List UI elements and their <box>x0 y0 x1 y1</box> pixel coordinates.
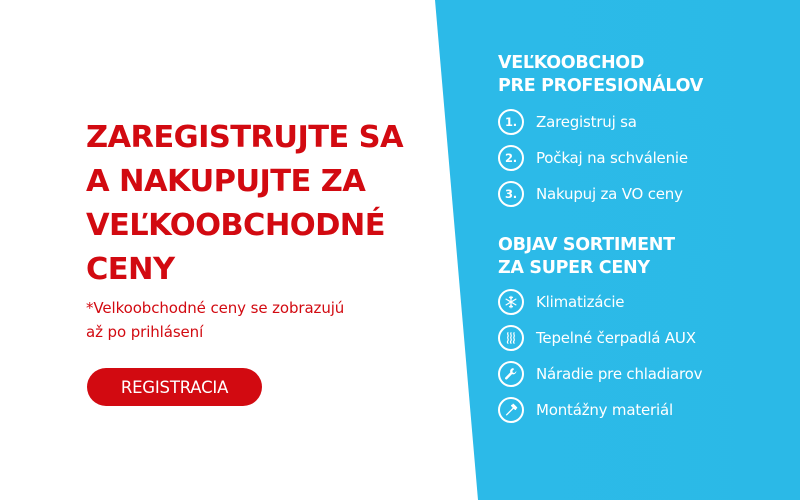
step-number-badge: 1. <box>498 109 524 135</box>
note-line: až po prihlásení <box>86 323 204 341</box>
price-visibility-note <box>86 296 446 344</box>
category-label: Tepelné čerpadlá AUX <box>536 329 696 347</box>
category-label: Klimatizácie <box>536 293 625 311</box>
category-label: Náradie pre chladiarov <box>536 365 703 383</box>
step-number-badge: 3. <box>498 181 524 207</box>
headline-line: VEĽKOOBCHODNÉ <box>86 208 385 243</box>
title-line: OBJAV SORTIMENT <box>498 235 675 255</box>
title-line: PRE PROFESIONÁLOV <box>498 76 703 96</box>
hammer-icon <box>498 397 524 423</box>
promo-section <box>86 116 446 344</box>
step-item <box>498 140 788 176</box>
step-label: Nakupuj za VO ceny <box>536 185 683 203</box>
category-label: Montážny materiál <box>536 401 673 419</box>
headline-line: A NAKUPUJTE ZA <box>86 164 366 199</box>
steps-list <box>498 104 788 212</box>
register-button[interactable]: REGISTRACIA <box>87 368 262 406</box>
categories-list <box>498 284 788 428</box>
category-item-naradie[interactable] <box>498 356 788 392</box>
category-item-klimatizacie[interactable] <box>498 284 788 320</box>
info-panel <box>498 52 788 428</box>
snowflake-icon <box>498 289 524 315</box>
step-label: Počkaj na schválenie <box>536 149 688 167</box>
step-label: Zaregistruj sa <box>536 113 637 131</box>
title-line: ZA SUPER CENY <box>498 258 650 278</box>
assortment-title <box>498 234 788 280</box>
wrench-icon <box>498 361 524 387</box>
headline-line: ZAREGISTRUJTE SA <box>86 120 404 155</box>
note-line: *Velkoobchodné ceny se zobrazujú <box>86 299 345 317</box>
promo-headline <box>86 116 446 292</box>
step-item <box>498 176 788 212</box>
step-item <box>498 104 788 140</box>
wholesale-title <box>498 52 788 98</box>
title-line: VEĽKOOBCHOD <box>498 53 645 73</box>
category-item-montazny-material[interactable] <box>498 392 788 428</box>
category-item-tepelne-cerpadla[interactable] <box>498 320 788 356</box>
heat-waves-icon <box>498 325 524 351</box>
step-number-badge: 2. <box>498 145 524 171</box>
headline-line: CENY <box>86 252 175 287</box>
